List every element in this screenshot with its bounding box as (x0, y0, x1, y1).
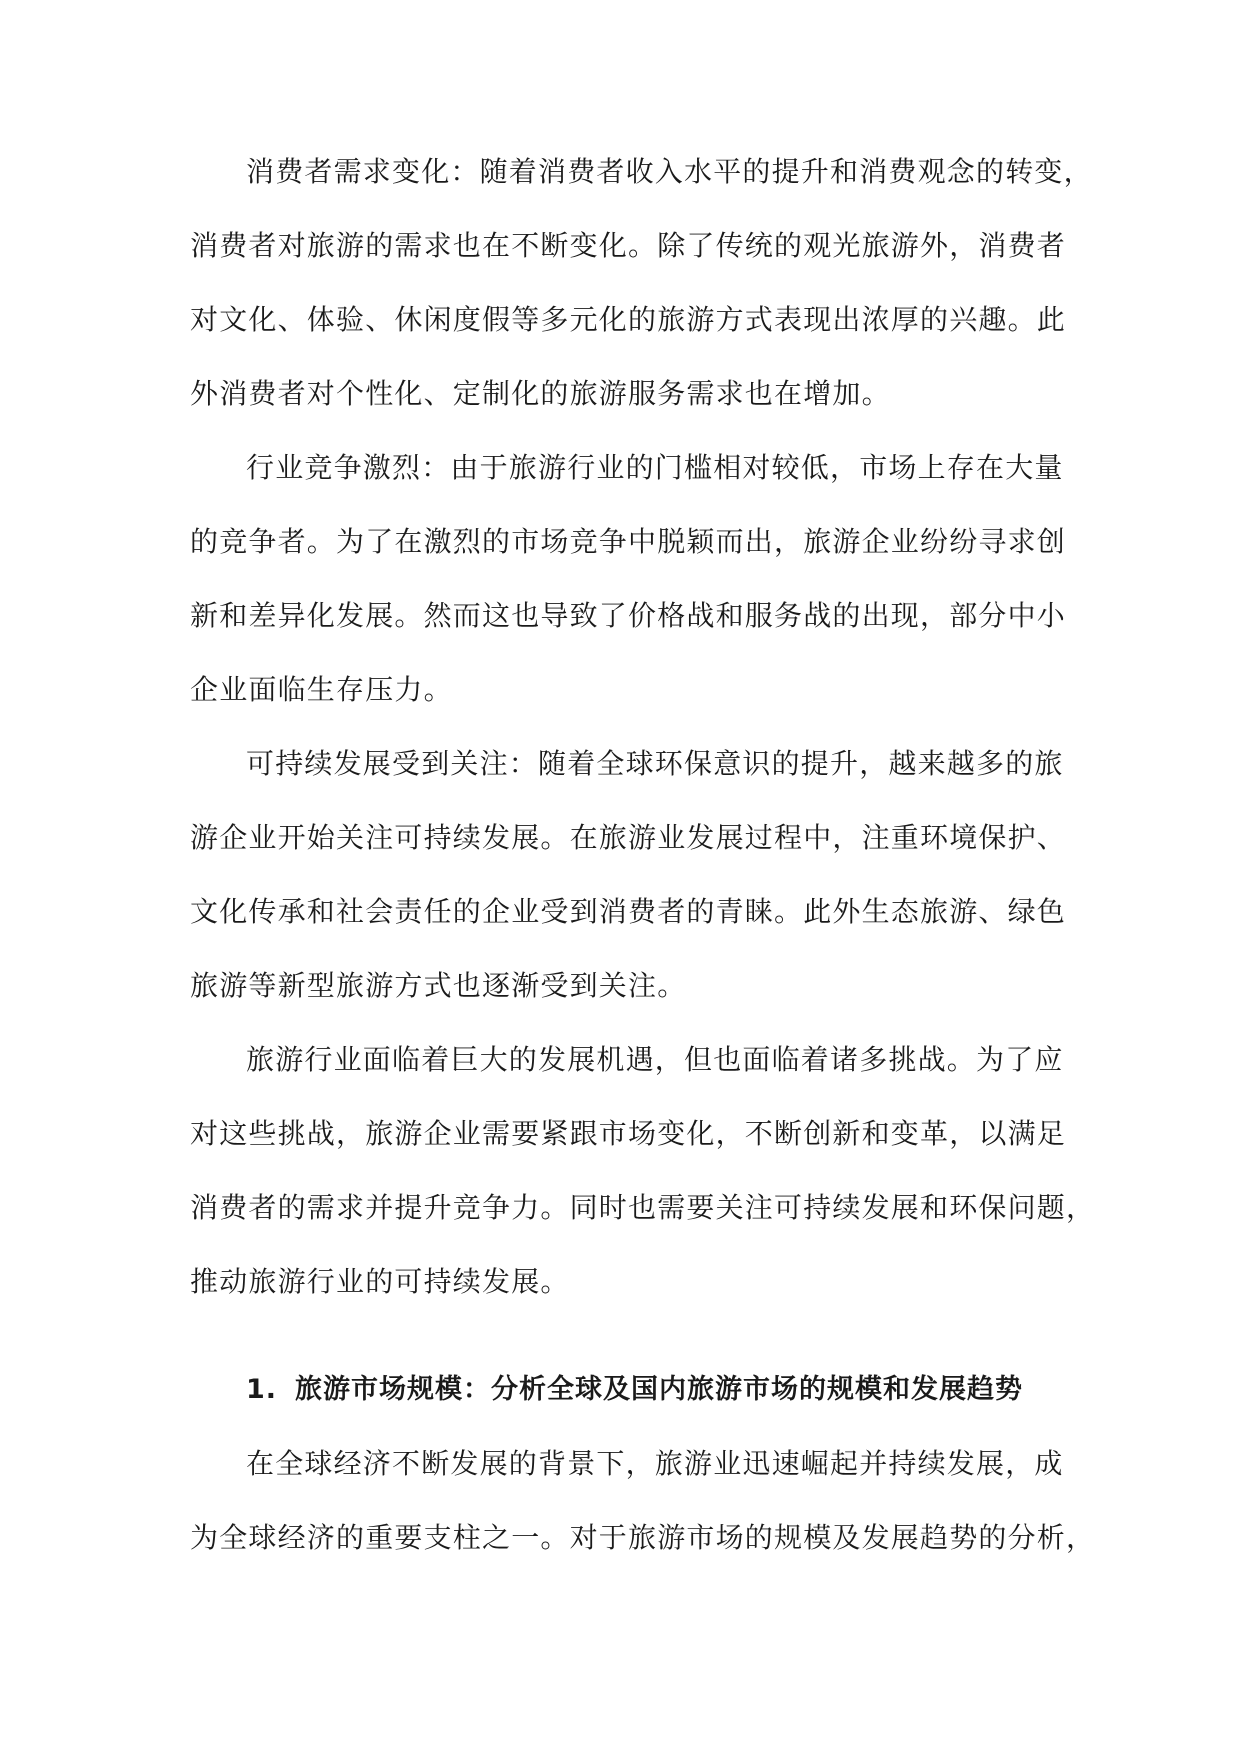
paragraph-5-line-2: 为全球经济的重要支柱之一。对于旅游市场的规模及发展趋势的分析， (190, 1521, 1096, 1554)
paragraph-2-line-2: 的竞争者。为了在激烈的市场竞争中脱颖而出，旅游企业纷纷寻求创 (190, 525, 1067, 558)
paragraph-4-line-2: 对这些挑战，旅游企业需要紧跟市场变化，不断创新和变革，以满足 (190, 1117, 1067, 1150)
paragraph-2-line-3: 新和差异化发展。然而这也导致了价格战和服务战的出现，部分中小 (190, 599, 1067, 632)
paragraph-4-line-1: 旅游行业面临着巨大的发展机遇，但也面临着诸多挑战。为了应 (246, 1043, 1064, 1076)
paragraph-3-line-2: 游企业开始关注可持续发展。在旅游业发展过程中，注重环境保护、 (190, 821, 1067, 854)
paragraph-3-line-4: 旅游等新型旅游方式也逐渐受到关注。 (190, 969, 687, 1002)
paragraph-1-line-3: 对文化、体验、休闲度假等多元化的旅游方式表现出浓厚的兴趣。此 (190, 303, 1067, 336)
paragraph-4-line-4: 推动旅游行业的可持续发展。 (190, 1265, 570, 1298)
section-heading-text: 旅游市场规模：分析全球及国内旅游市场的规模和发展趋势 (295, 1374, 1024, 1405)
paragraph-2-line-4: 企业面临生存压力。 (190, 673, 453, 706)
section-heading-number: 1. (246, 1374, 278, 1405)
paragraph-1-line-2: 消费者对旅游的需求也在不断变化。除了传统的观光旅游外，消费者 (190, 229, 1067, 262)
section-heading (246, 1370, 1023, 1410)
paragraph-1-line-1: 消费者需求变化：随着消费者收入水平的提升和消费观念的转变， (246, 155, 1093, 188)
paragraph-5-line-1: 在全球经济不断发展的背景下，旅游业迅速崛起并持续发展，成 (246, 1447, 1064, 1480)
paragraph-4-line-3: 消费者的需求并提升竞争力。同时也需要关注可持续发展和环保问题， (190, 1191, 1096, 1224)
paragraph-3-line-1: 可持续发展受到关注：随着全球环保意识的提升，越来越多的旅 (246, 747, 1064, 780)
paragraph-2-line-1: 行业竞争激烈：由于旅游行业的门槛相对较低，市场上存在大量 (246, 451, 1064, 484)
paragraph-1-line-4: 外消费者对个性化、定制化的旅游服务需求也在增加。 (190, 377, 891, 410)
paragraph-3-line-3: 文化传承和社会责任的企业受到消费者的青睐。此外生态旅游、绿色 (190, 895, 1067, 928)
